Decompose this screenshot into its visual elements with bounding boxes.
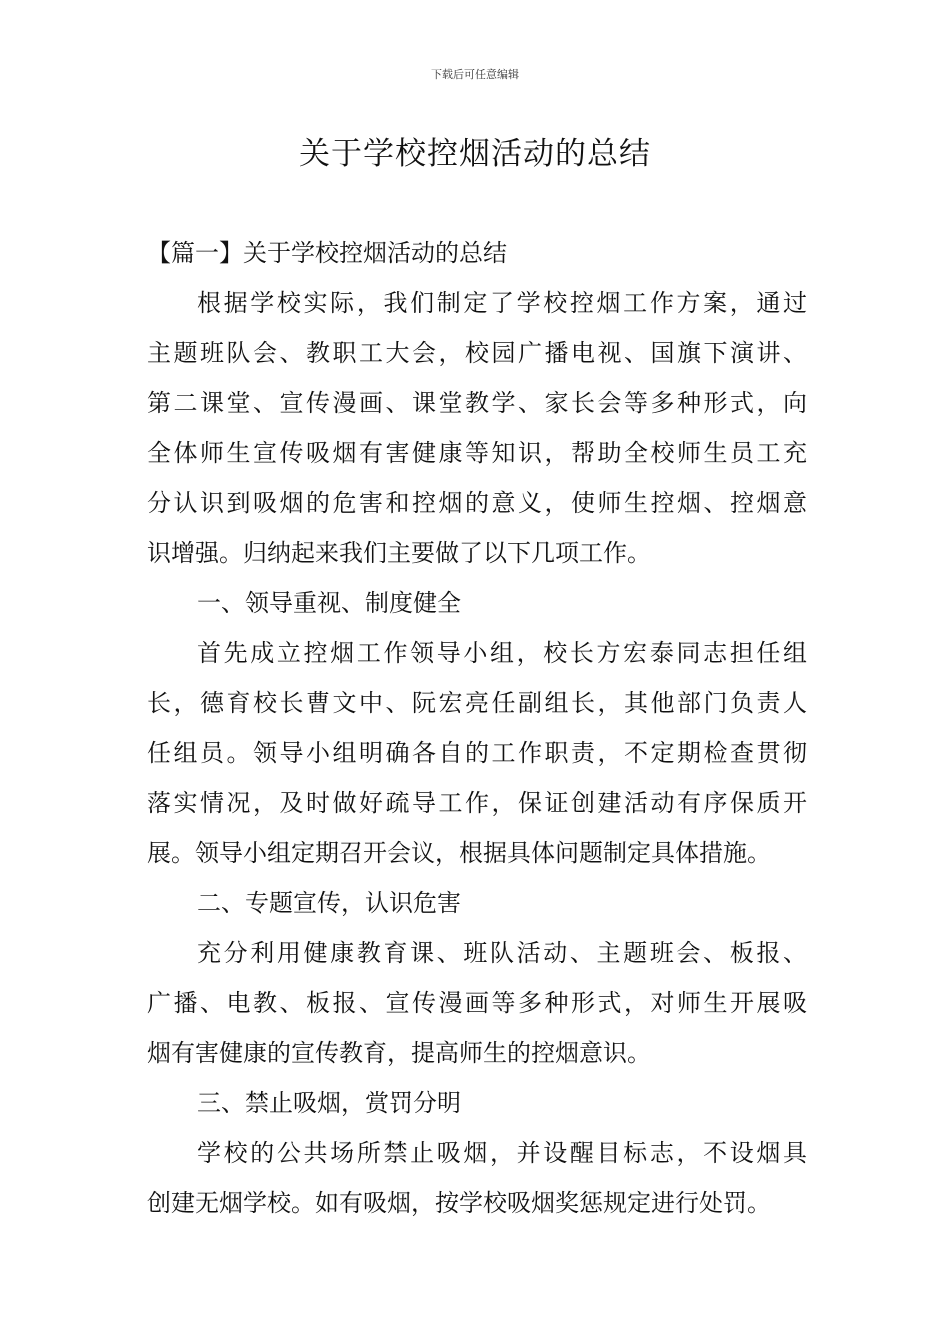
- text-line: 二、专题宣传，认识危害: [197, 889, 461, 917]
- text-line: 全体师生宣传吸烟有害健康等知识，帮助全校师生员工充: [147, 439, 807, 467]
- paragraph: [147, 1078, 807, 1128]
- text-line: 第二课堂、宣传漫画、课堂教学、家长会等多种形式，向: [147, 389, 807, 417]
- text-line: 三、禁止吸烟，赏罚分明: [197, 1089, 461, 1117]
- text-line: 落实情况，及时做好疏导工作，保证创建活动有序保质开: [147, 789, 807, 817]
- text-line: 一、领导重视、制度健全: [197, 589, 461, 617]
- paragraph: [147, 228, 807, 278]
- paragraph: [147, 928, 807, 1078]
- text-line: 识增强。归纳起来我们主要做了以下几项工作。: [147, 539, 651, 567]
- text-line: 创建无烟学校。如有吸烟，按学校吸烟奖惩规定进行处罚。: [147, 1189, 771, 1217]
- text-line: 展。领导小组定期召开会议，根据具体问题制定具体措施。: [147, 839, 771, 867]
- paragraph: [147, 878, 807, 928]
- text-line: 首先成立控烟工作领导小组，校长方宏泰同志担任组: [197, 639, 807, 667]
- text-line: 烟有害健康的宣传教育，提高师生的控烟意识。: [147, 1039, 651, 1067]
- text-line: 主题班队会、教职工大会，校园广播电视、国旗下演讲、: [147, 339, 807, 367]
- header-note: 下载后可任意编辑: [431, 68, 519, 81]
- text-line: 广播、电教、板报、宣传漫画等多种形式，对师生开展吸: [147, 989, 807, 1017]
- text-line: 根据学校实际，我们制定了学校控烟工作方案，通过: [197, 289, 807, 317]
- paragraph: [147, 628, 807, 878]
- paragraph: [147, 578, 807, 628]
- text-line: 分认识到吸烟的危害和控烟的意义，使师生控烟、控烟意: [147, 489, 807, 517]
- paragraph: [147, 1128, 807, 1228]
- text-line: 充分利用健康教育课、班队活动、主题班会、板报、: [197, 939, 807, 967]
- text-line: 长，德育校长曹文中、阮宏亮任副组长，其他部门负责人: [147, 689, 807, 717]
- document-title: 关于学校控烟活动的总结: [299, 136, 651, 172]
- text-line: 任组员。领导小组明确各自的工作职责，不定期检查贯彻: [147, 739, 807, 767]
- document-body: [147, 228, 807, 1228]
- text-line: 学校的公共场所禁止吸烟，并设醒目标志，不设烟具: [197, 1139, 807, 1167]
- text-line: 【篇一】关于学校控烟活动的总结: [147, 239, 507, 267]
- paragraph: [147, 278, 807, 578]
